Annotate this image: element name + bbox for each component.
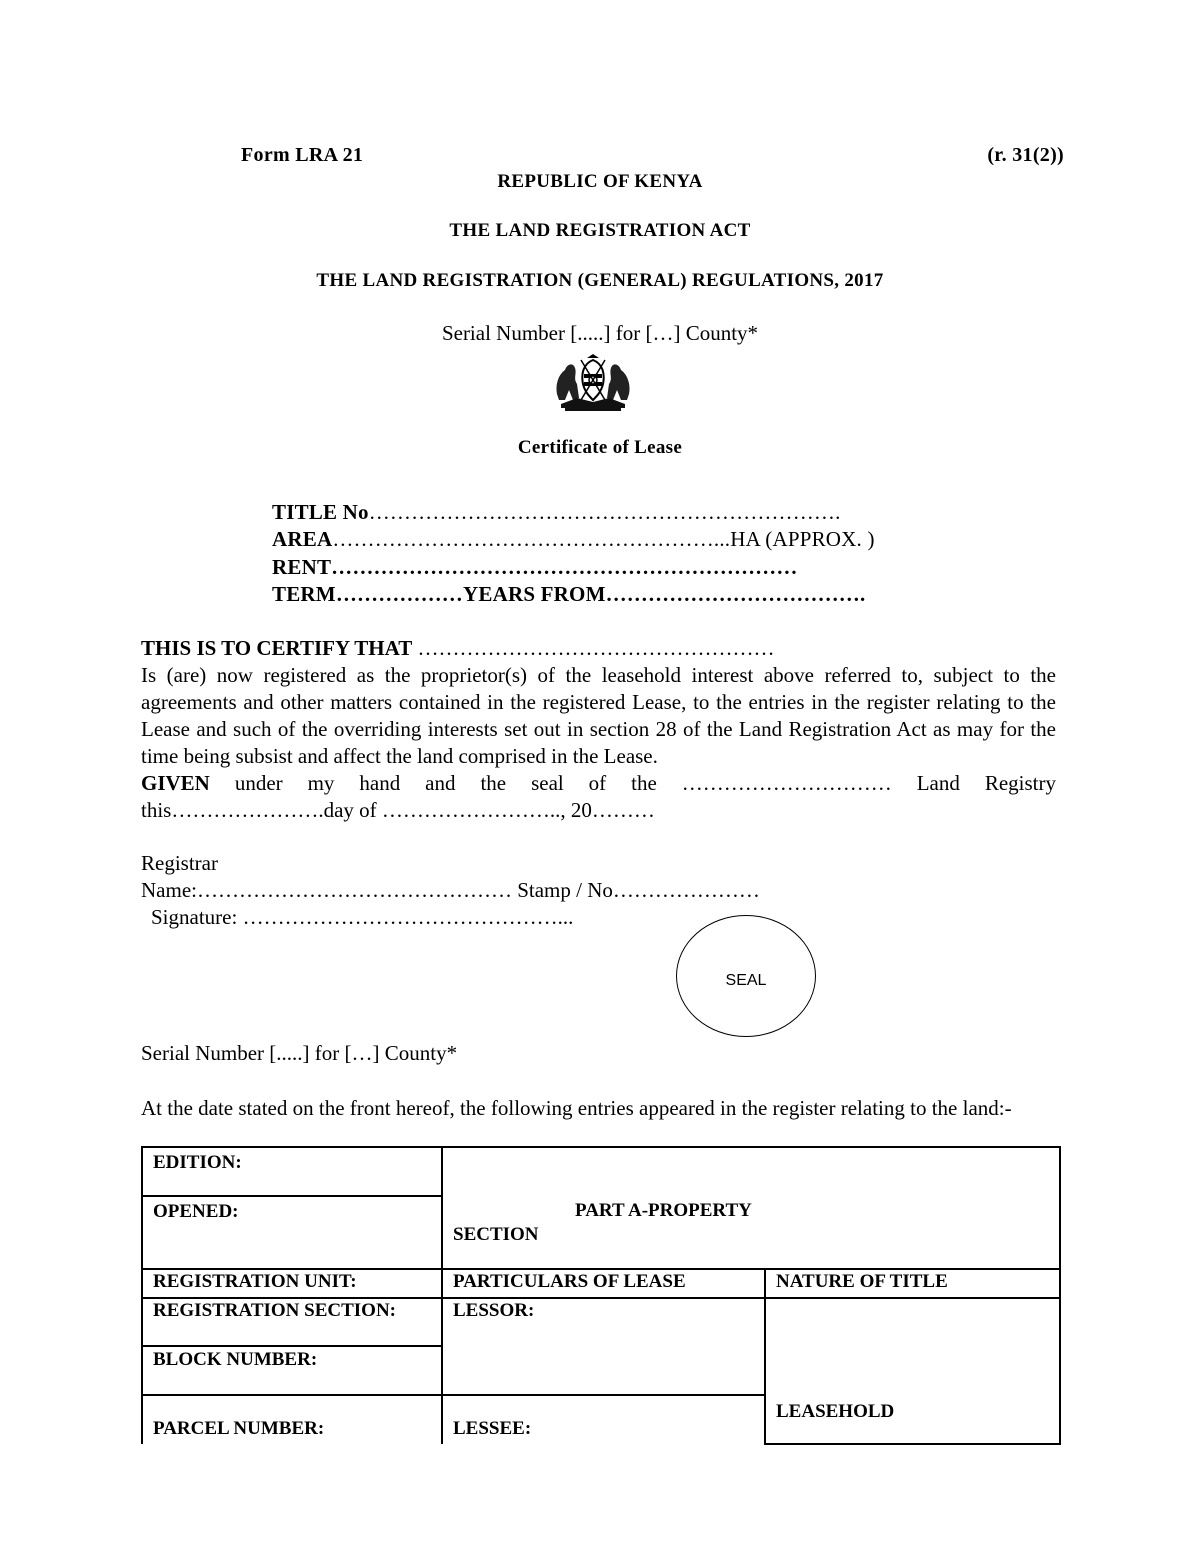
seal-label: SEAL bbox=[725, 972, 767, 989]
regulations-heading: THE LAND REGISTRATION (GENERAL) REGULATIONS, 2017 bbox=[316, 270, 884, 291]
given-label: GIVEN bbox=[141, 771, 210, 795]
certify-lead-dots: …………………………………………… bbox=[412, 636, 775, 660]
part-a-title: PART A-PROPERTY bbox=[575, 1200, 752, 1221]
seal-circle bbox=[676, 915, 816, 1037]
registration-unit-cell: REGISTRATION UNIT: bbox=[142, 1269, 442, 1298]
term-dots: ……………… bbox=[335, 582, 464, 606]
kenya-coat-of-arms-icon bbox=[551, 354, 635, 412]
serial-number: Serial Number [.....] for […] County* bbox=[441, 321, 759, 345]
rent-field bbox=[272, 555, 798, 580]
years-from-label: YEARS FROM bbox=[463, 582, 606, 606]
parcel-number-cell: PARCEL NUMBER: bbox=[142, 1395, 442, 1444]
edition-cell: EDITION: bbox=[142, 1147, 442, 1196]
act-heading: THE LAND REGISTRATION ACT bbox=[449, 220, 751, 241]
rent-dots: ………………………………………………………… bbox=[331, 555, 798, 579]
certify-body: Is (are) now registered as the proprietor(s) of the leasehold interest above referred to, subject to the agreements and other matters contained in the registered Lease, to the entries in the register relating to the Lease and such of the overriding interests set out in section 28 of the Land Registration Act as may for the time being subsist and affect the land comprised in the Lease. bbox=[141, 663, 1056, 768]
term-label: TERM bbox=[272, 582, 336, 606]
registrar-signature-line: Signature: ………………………………………... bbox=[151, 905, 574, 929]
back-serial-number: Serial Number [.....] for […] County* bbox=[141, 1041, 458, 1065]
area-unit: HA (APPROX. ) bbox=[730, 527, 875, 551]
register-table bbox=[141, 1146, 1061, 1445]
given-text: under my hand and the seal of the ………………………… Land Registry this………………….day of …………………….., 20……… bbox=[141, 771, 1056, 822]
form-code: Form LRA 21 bbox=[241, 144, 364, 166]
opened-cell: OPENED: bbox=[142, 1196, 442, 1269]
part-a-property-cell bbox=[442, 1147, 1060, 1269]
title-number-dots: …………………………………………………………. bbox=[368, 500, 841, 524]
title-number-field bbox=[272, 500, 841, 525]
lessor-cell: LESSOR: bbox=[442, 1298, 765, 1395]
registrar-label: Registrar bbox=[141, 851, 218, 875]
rent-label: RENT bbox=[272, 555, 332, 579]
area-dots: ………………………………………………... bbox=[332, 527, 731, 551]
term-field bbox=[272, 582, 865, 607]
block-number-cell: BLOCK NUMBER: bbox=[142, 1346, 442, 1395]
republic-heading: REPUBLIC OF KENYA bbox=[497, 171, 703, 192]
rule-reference: (r. 31(2)) bbox=[987, 144, 1064, 166]
nature-of-title-cell: NATURE OF TITLE bbox=[765, 1269, 1060, 1298]
leasehold-cell: LEASEHOLD bbox=[765, 1298, 1060, 1444]
particulars-of-lease-cell: PARTICULARS OF LEASE bbox=[442, 1269, 765, 1298]
area-label: AREA bbox=[272, 527, 333, 551]
registration-section-cell: REGISTRATION SECTION: bbox=[142, 1298, 442, 1346]
certification-block bbox=[141, 635, 1056, 824]
title-number-label: TITLE No bbox=[272, 500, 369, 524]
certify-lead: THIS IS TO CERTIFY THAT bbox=[141, 636, 413, 660]
lessee-cell: LESSEE: bbox=[442, 1395, 765, 1444]
area-field bbox=[272, 527, 875, 552]
part-a-section: SECTION bbox=[453, 1224, 539, 1245]
certificate-title: Certificate of Lease bbox=[517, 437, 683, 458]
register-intro: At the date stated on the front hereof, the following entries appeared in the register relating to the land:- bbox=[141, 1096, 1012, 1120]
registrar-name-line: Name:……………………………………… Stamp / No………………… bbox=[141, 878, 760, 902]
years-from-dots: ………………………………. bbox=[605, 582, 866, 606]
